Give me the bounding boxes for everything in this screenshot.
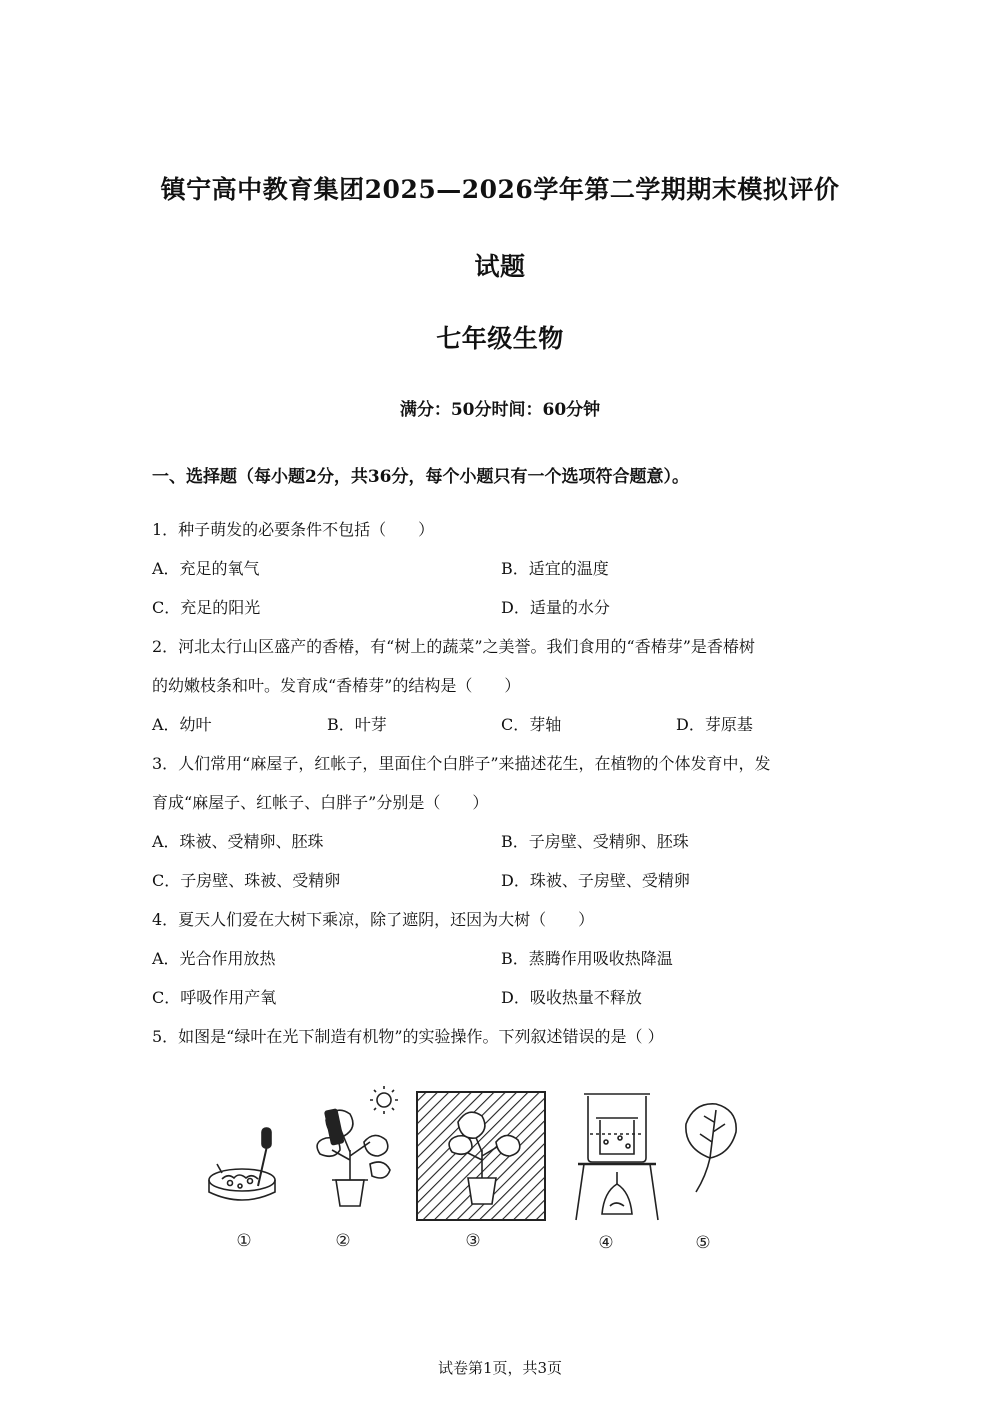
subject-title: 七年级生物 [436, 324, 564, 353]
q1-option-a: A．充足的氧气 [152, 559, 260, 578]
leaf-icon [686, 1104, 736, 1192]
figure-label-4: ④ [598, 1233, 614, 1253]
question-2-stem-line1: 2．河北太行山区盛产的香椿，有“树上的蔬菜”之美誉。我们食用的“香椿芽”是香椿树 [152, 637, 755, 656]
figure-label-3: ③ [465, 1231, 481, 1251]
water-bath-heating-icon [576, 1094, 658, 1220]
q2-option-c: C．芽轴 [501, 715, 562, 734]
figure-label-1: ① [236, 1231, 252, 1251]
q2-option-b: B．叶芽 [327, 715, 387, 734]
question-2-stem-line2: 的幼嫩枝条和叶。发育成“香椿芽”的结构是（ ） [152, 676, 521, 695]
q3-option-d: D．珠被、子房壁、受精卵 [501, 871, 690, 890]
exam-title-line2: 试题 [474, 252, 526, 281]
question-4-stem: 4．夏天人们爱在大树下乘凉，除了遮阴，还因为大树（ ） [152, 910, 595, 929]
q1-option-c: C．充足的阳光 [152, 598, 261, 617]
q3-option-c: C．子房壁、珠被、受精卵 [152, 871, 341, 890]
q3-option-a: A．珠被、受精卵、胚珠 [152, 832, 324, 851]
q2-option-a: A．幼叶 [152, 715, 212, 734]
q4-option-c: C．呼吸作用产氧 [152, 988, 277, 1007]
question-1-stem: 1．种子萌发的必要条件不包括（ ） [152, 520, 435, 539]
experiment-figure [200, 1080, 760, 1265]
question-5-stem: 5．如图是“绿叶在光下制造有机物”的实验操作。下列叙述错误的是（ ） [152, 1027, 664, 1046]
page-footer: 试卷第1页，共3页 [437, 1359, 563, 1377]
figure-label-2: ② [335, 1231, 351, 1251]
q1-option-b: B．适宜的温度 [501, 559, 609, 578]
figure-label-5: ⑤ [695, 1233, 711, 1253]
q4-option-d: D．吸收热量不释放 [501, 988, 642, 1007]
exam-title-line1: 镇宁高中教育集团2025—2026学年第二学期期末模拟评价 [160, 175, 840, 204]
plant-in-darkness-icon [417, 1092, 545, 1220]
question-3-stem-line2: 育成“麻屋子、红帐子、白胖子”分别是（ ） [152, 793, 489, 812]
q2-option-d: D．芽原基 [676, 715, 753, 734]
q4-option-b: B．蒸腾作用吸收热降温 [501, 949, 673, 968]
section-heading: 一、选择题（每小题2分，共36分，每个小题只有一个选项符合题意）。 [152, 467, 689, 487]
q3-option-b: B．子房壁、受精卵、胚珠 [501, 832, 689, 851]
score-time-info: 满分：50分时间：60分钟 [399, 400, 601, 420]
question-3-stem-line1: 3．人们常用“麻屋子，红帐子，里面住个白胖子”来描述花生，在植物的个体发育中，发 [152, 754, 771, 773]
q1-option-d: D．适量的水分 [501, 598, 610, 617]
q4-option-a: A．光合作用放热 [152, 949, 276, 968]
potted-plant-covered-leaf-icon [317, 1086, 398, 1206]
petri-dish-dropper-icon [209, 1128, 275, 1200]
